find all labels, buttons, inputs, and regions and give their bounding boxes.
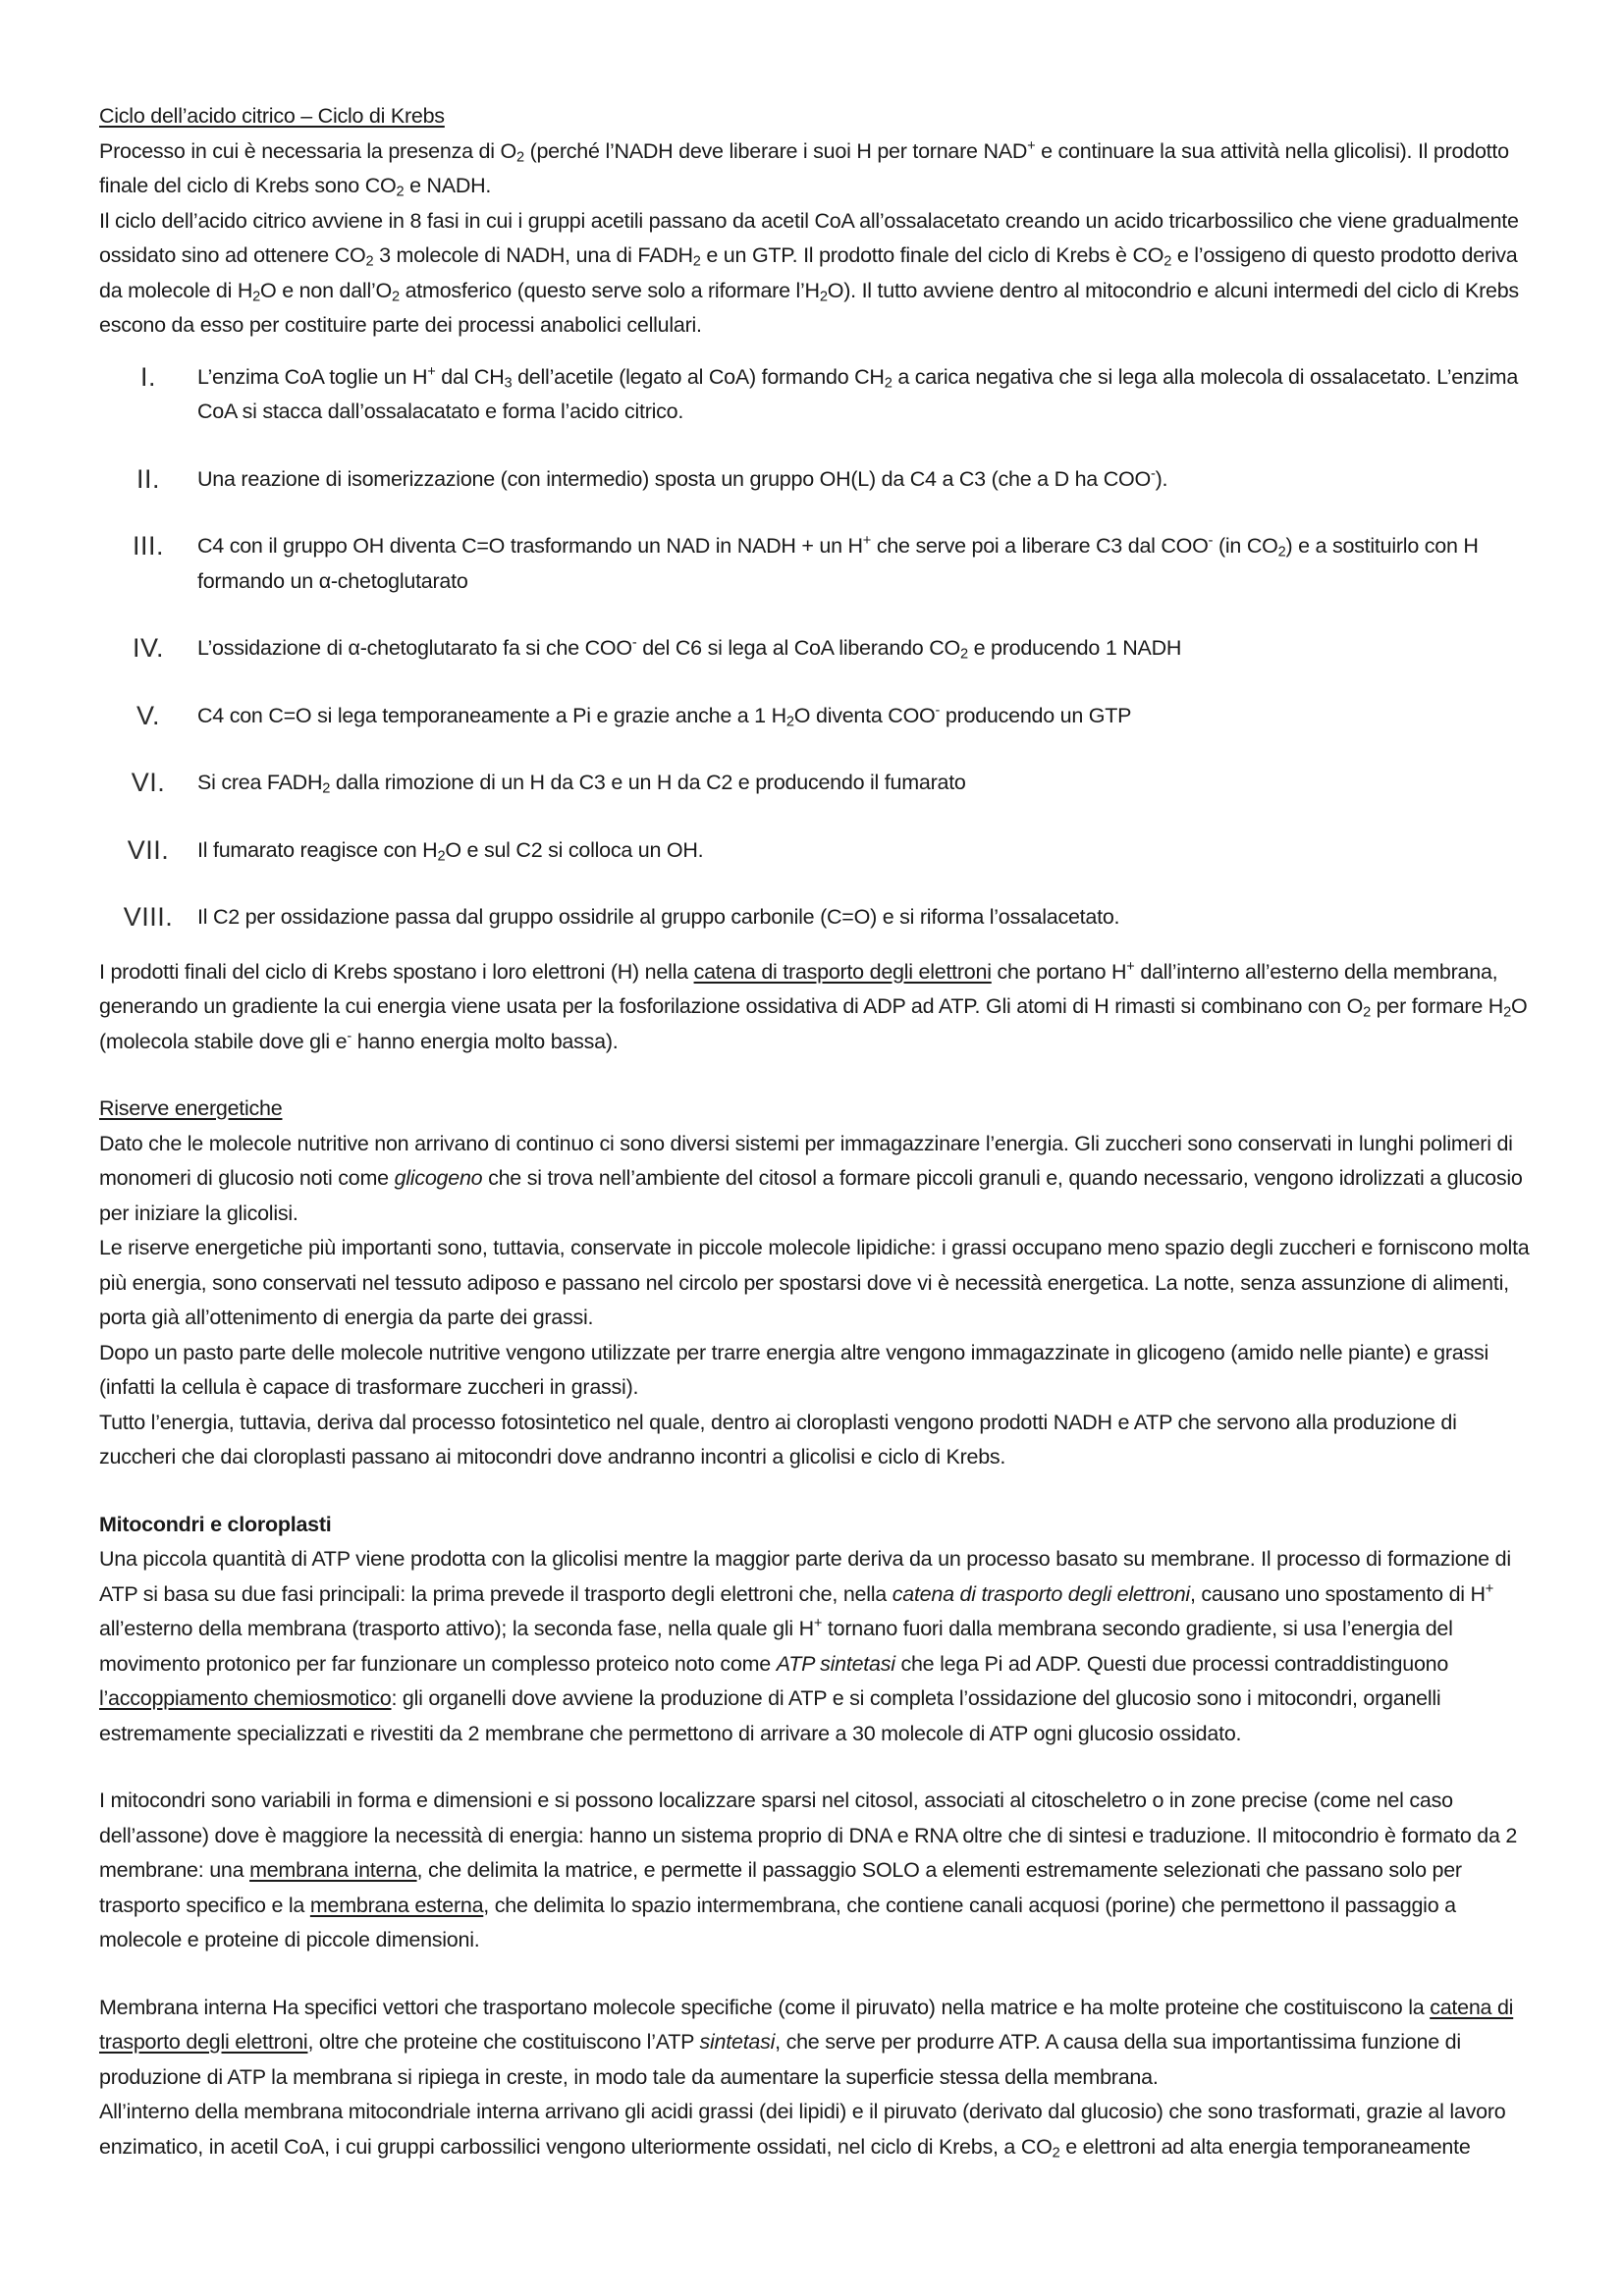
krebs-section-title bbox=[99, 99, 1539, 134]
electron-transport-chain-term: catena di trasporto degli elettroni bbox=[693, 959, 992, 984]
reserves-paragraph-4: Tutto l’energia, tuttavia, deriva dal processo fotosintetico nel quale, dentro ai cloroplasti vengono prodotti NADH e ATP che servono alla produzione di zuccheri che dai cloroplasti passano ai mitocondri dove andranno incontri a glicolisi e ciclo di Krebs. bbox=[99, 1410, 1457, 1468]
mito-title: Mitocondri e cloroplasti bbox=[99, 1512, 332, 1536]
step-text: C4 con il gruppo OH diventa C=O trasformando un NAD in NADH + un H+ che serve poi a liberare C3 dal COO- (in $CO_2$) e a sostituirlo con H formando un α-chetoglutarato bbox=[197, 532, 1479, 593]
document-body bbox=[99, 99, 1539, 2164]
mito-section-title bbox=[99, 1508, 1539, 1543]
step-number: V. bbox=[135, 700, 161, 730]
mito-paragraph-4: All’interno della membrana mitocondriale interna arrivano gli acidi grassi (dei lipidi) e il piruvato (derivato dal glucosio) che sono trasformati, grazie al lavoro enzimatico, in acetil CoA, i cui gruppi carbossilici vengono ulteriormente ossidati, nel ciclo di Krebs, a $CO_2$ e elettroni ad alta energia temporaneamente bbox=[99, 2100, 1506, 2162]
reserves-paragraph-1: Dato che le molecole nutritive non arrivano di continuo ci sono diversi sistemi per immagazzinare l’energia. Gli zuccheri sono conservati in lunghi polimeri di monomeri di glucosio noti come glicogeno che si trova nell’ambiente del citosol a formare piccoli granuli e, quando necessario, vengono idrolizzati a glucosio per iniziare la glicolisi. bbox=[99, 1131, 1523, 1225]
list-item bbox=[99, 766, 1539, 801]
reserves-section-title bbox=[99, 1092, 1539, 1127]
list-item bbox=[99, 462, 1539, 498]
step-text: Si crea $FADH_2$ dalla rimozione di un H da C3 e un H da C2 e producendo il fumarato bbox=[197, 771, 966, 797]
krebs-intro-paragraph: Processo in cui è necessaria la presenza di $O_2$ (perché l’NADH deve liberare i suoi H per tornare NAD+ e continuare la sua attività nella glicolisi). Il prodotto finale del ciclo di Krebs sono $CO_2$ e NADH. bbox=[99, 137, 1509, 200]
reserves-title: Riserve energetiche bbox=[99, 1096, 283, 1120]
list-item bbox=[99, 360, 1539, 430]
list-item bbox=[99, 833, 1539, 869]
krebs-title: Ciclo dell’acido citrico – Ciclo di Krebs bbox=[99, 104, 445, 128]
reserves-paragraph-2: Le riserve energetiche più importanti sono, tuttavia, conservate in piccole molecole lipidiche: i grassi occupano meno spazio degli zuccheri e forniscono molta più energia, sono conservati nel tessuto adiposo e passano nel circolo per spostarsi dove vi è necessità energetica. La notte, senza assunzione di alimenti, porta già all’ottenimento di energia da parte dei grassi. bbox=[99, 1236, 1530, 1329]
mito-paragraph-1: Una piccola quantità di ATP viene prodotta con la glicolisi mentre la maggior parte deriva da un processo basato su membrane. Il processo di formazione di ATP si basa su due fasi principali: la prima prevede il trasporto degli elettroni che, nella catena di trasporto degli elettroni, causano uno spostamento di H+ all’esterno della membrana (trasporto attivo); la seconda fase, nella quale gli H+ tornano fuori dalla membrana secondo gradiente, si usa l’energia del movimento protonico per far funzionare un complesso proteico noto come ATP sintetasi che lega Pi ad ADP. Questi due processi contraddistinguono l’accoppiamento chemiosmotico: gli organelli dove avviene la produzione di ATP e si completa l’ossidazione del glucosio sono i mitocondri, organelli estremamente specializzati e rivestiti da 2 membrane che permettono di arrivare a 30 molecole di ATP ogni glucosio ossidato. bbox=[99, 1547, 1511, 1745]
list-item bbox=[99, 900, 1539, 935]
alpha-symbol: α bbox=[348, 636, 360, 660]
reserves-paragraph-3: Dopo un pasto parte delle molecole nutritive vengono utilizzate per trarre energia altre vengono immagazzinate in glicogeno (amido nelle piante) e grassi (infatti la cellula è capace di trasformare zuccheri in grassi). bbox=[99, 1340, 1489, 1399]
step-text: Una reazione di isomerizzazione (con intermedio) sposta un gruppo OH(L) da C4 a C3 (che a D ha COO-). bbox=[197, 465, 1168, 491]
krebs-description-paragraph: Il ciclo dell’acido citrico avviene in 8 fasi in cui i gruppi acetili passano da acetil CoA all’ossalacetato creando un acido tricarbossilico che viene gradualmente ossidato sino ad ottenere $CO_2$ 3 molecole di NADH, una di $FADH_2$ e un GTP. Il prodotto finale del ciclo di Krebs è $CO_2$ e l’ossigeno di questo prodotto deriva da molecole di $H_2O$ e non $dall’O_2$ atmosferico (questo serve solo a riformare $l’H_2O$). Il tutto avviene dentro al mitocondrio e alcuni intermedi del ciclo di Krebs escono da esso per costituire parte dei processi anabolici cellulari. bbox=[99, 208, 1519, 337]
step-number: III. bbox=[132, 531, 164, 561]
step-text: C4 con C=O si lega temporaneamente a Pi e grazie anche a 1 $H_2O$ diventa COO- producendo un GTP bbox=[197, 702, 1132, 730]
alpha-symbol: α bbox=[318, 568, 331, 593]
step-number: II. bbox=[135, 463, 160, 494]
list-item bbox=[99, 699, 1539, 734]
step-text: Il fumarato reagisce con $H_2O$ e sul C2 si colloca un OH. bbox=[197, 837, 704, 865]
step-text: Il C2 per ossidazione passa dal gruppo ossidrile al gruppo carbonile (C=O) e si riforma l’ossalacetato. bbox=[197, 905, 1120, 929]
step-number: I. bbox=[139, 361, 156, 392]
step-text: L’enzima CoA toglie un H+ dal $CH_3$ dell’acetile (legato al CoA) formando $CH_2$ a carica negativa che si lega alla molecola di ossalacetato. L’enzima CoA si stacca dall’ossalacatato e forma l’acido citrico. bbox=[197, 363, 1519, 423]
step-number: VI. bbox=[131, 768, 166, 797]
step-text: L’ossidazione di α-chetoglutarato fa si che COO- del C6 si lega al CoA liberando $CO_2$ e producendo 1 NADH bbox=[197, 634, 1182, 663]
mito-paragraph-3: Membrana interna Ha specifici vettori che trasportano molecole specifiche (come il piruvato) nella matrice e ha molte proteine che costituiscono la catena di trasporto degli elettroni, oltre che proteine che costituiscono l’ATP sintetasi, che serve per produrre ATP. A causa della sua importantissima funzione di produzione di ATP la membrana si ripiega in creste, in modo tale da aumentare la superficie stessa della membrana. bbox=[99, 1995, 1514, 2089]
list-item bbox=[99, 529, 1539, 599]
mito-paragraph-2: I mitocondri sono variabili in forma e dimensioni e si possono localizzare sparsi nel citosol, associati al citoscheletro o in zone precise (come nel caso dell’assone) dove è maggiore la necessità di energia: hanno un sistema proprio di DNA e RNA oltre che di sintesi e traduzione. Il mitocondrio è formato da 2 membrane: una membrana interna, che delimita la matrice, e permette il passaggio SOLO a elementi estremamente selezionati che passano solo per trasporto specifico e la membrana esterna, che delimita lo spazio intermembrana, che contiene canali acquosi (porine) che permettono il passaggio a molecole e proteine di piccole dimensioni. bbox=[99, 1789, 1518, 1951]
step-number: VIII. bbox=[123, 902, 174, 932]
step-number: VII. bbox=[127, 834, 170, 865]
krebs-products-paragraph: I prodotti finali del ciclo di Krebs spostano i loro elettroni (H) nella catena di trasporto degli elettroni che portano H+ dall’interno all’esterno della membrana, generando un gradiente la cui energia viene usata per la fosforilazione ossidativa di ADP ad ATP. Gli atomi di H rimasti si combinano con $O_2$ per formare $H_2O$ (molecola stabile dove gli e- hanno energia molto bassa). bbox=[99, 958, 1528, 1053]
step-number: IV. bbox=[132, 633, 165, 663]
list-item bbox=[99, 631, 1539, 667]
krebs-steps-list bbox=[99, 360, 1539, 935]
